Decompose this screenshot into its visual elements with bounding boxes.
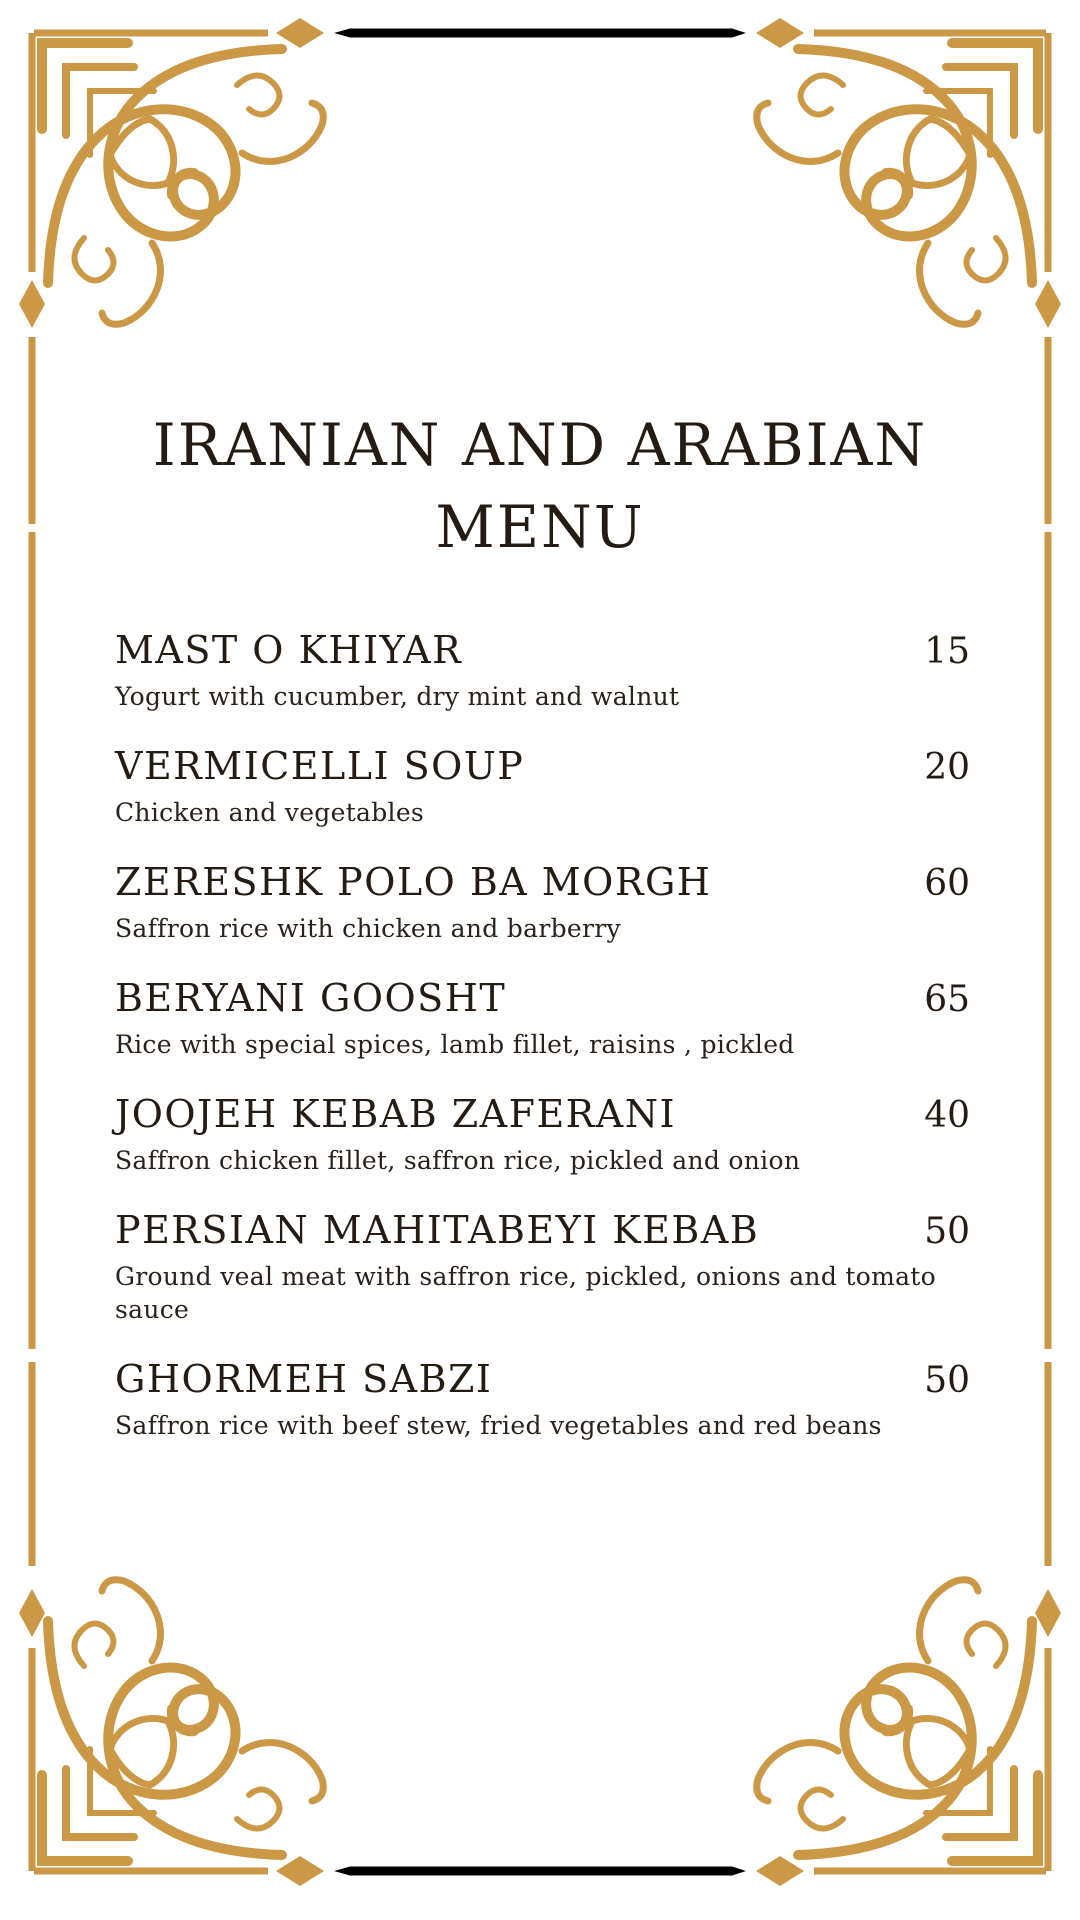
item-name: MAST O KHIYAR [115, 628, 463, 672]
list-item [115, 858, 970, 945]
item-row [115, 1355, 970, 1405]
page-title [60, 404, 1020, 568]
item-description: Chicken and vegetables [115, 798, 425, 827]
item-row [115, 858, 970, 908]
item-price: 65 [924, 979, 970, 1020]
menu-list [115, 626, 970, 1471]
item-row [115, 1206, 970, 1256]
item-description: Yogurt with cucumber, dry mint and walnut [115, 682, 680, 711]
list-item [115, 626, 970, 713]
item-description: Ground veal meat with saffron rice, pickled, onions and tomato sauce [115, 1262, 936, 1324]
item-description: Saffron rice with beef stew, fried vegetables and red beans [115, 1411, 882, 1440]
item-name: JOOJEH KEBAB ZAFERANI [115, 1092, 676, 1136]
item-row [115, 742, 970, 792]
page-title-line2: MENU [435, 493, 645, 561]
item-name: ZERESHK POLO BA MORGH [115, 860, 712, 904]
item-price: 60 [924, 863, 970, 904]
item-name: VERMICELLI SOUP [115, 744, 525, 788]
item-description: Rice with special spices, lamb fillet, raisins , pickled [115, 1030, 795, 1059]
item-row [115, 626, 970, 676]
item-price: 40 [924, 1095, 970, 1136]
list-item [115, 1355, 970, 1442]
page-title-line1: IRANIAN AND ARABIAN [152, 411, 928, 479]
list-item [115, 742, 970, 829]
list-item [115, 1090, 970, 1177]
item-row [115, 1090, 970, 1140]
item-price: 50 [924, 1360, 970, 1401]
list-item [115, 974, 970, 1061]
item-name: GHORMEH SABZI [115, 1357, 493, 1401]
item-row [115, 974, 970, 1024]
item-description: Saffron rice with chicken and barberry [115, 914, 621, 943]
item-price: 15 [924, 631, 970, 672]
list-item [115, 1206, 970, 1326]
item-price: 20 [924, 747, 970, 788]
item-name: BERYANI GOOSHT [115, 976, 507, 1020]
item-name: PERSIAN MAHITABEYI KEBAB [115, 1208, 760, 1252]
item-price: 50 [924, 1211, 970, 1252]
item-description: Saffron chicken fillet, saffron rice, pickled and onion [115, 1146, 801, 1175]
